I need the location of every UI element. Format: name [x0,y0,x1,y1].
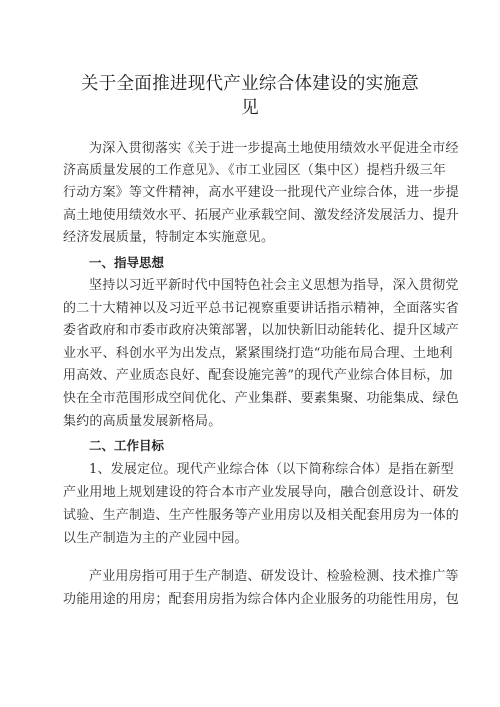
intro-line: 经济发展质量，特制定本实施意见。 [63,230,275,245]
section2-line: 1、发展定位。现代产业综合体（以下简称综合体）是指在新型 [89,462,454,477]
intro-line: 高土地使用绩效水平、拓展产业承载空间、激发经济发展活力、提升 [63,208,460,223]
section2-line: 功能用途的用房；配套用房指为综合体内企业服务的功能性用房，包 [63,592,460,607]
section1-line: 业水平、科创水平为出发点，紧紧围绕打造“功能布局合理、土地利 [63,346,453,361]
section2-line: 以生产制造为主的产业园中园。 [63,531,248,546]
title-line-2: 见 [241,98,259,118]
section2-line: 产业用房指可用于生产制造、研发设计、检验检测、技术推广等 [89,569,459,584]
section2-line: 试验、生产制造、生产性服务等产业用房以及相关配套用房为一体的 [63,508,460,523]
section1-line: 集约的高质量发展新格局。 [63,414,222,429]
section1-line: 快在全市范围形成空间优化、产业集群、要素集聚、功能集成、绿色 [63,391,460,406]
section-heading-work-goals: 二、工作目标 [89,438,165,453]
section2-line: 产业用地上规划建设的符合本市产业发展导向，融合创意设计、研发 [63,485,460,500]
intro-line: 为深入贯彻落实《关于进一步提高土地使用绩效水平促进全市经 [89,141,459,156]
intro-line: 济高质量发展的工作意见》、《市工业园区（集中区）提档升级三年 [63,163,447,178]
intro-line: 行动方案》等文件精神，高水平建设一批现代产业综合体，进一步提 [63,185,460,200]
section-heading-guiding-ideology: 一、指导思想 [89,255,165,270]
section1-line: 坚持以习近平新时代中国特色社会主义思想为指导，深入贯彻党 [89,278,459,293]
section1-line: 委省政府和市委市政府决策部署，以加快新旧动能转化、提升区域产 [63,323,460,338]
section1-line: 用高效、产业质态良好、配套设施完善”的现代产业综合体目标，加 [63,368,453,383]
document-title [58,72,442,120]
title-line-1: 关于全面推进现代产业综合体建设的实施意 [80,74,420,94]
section1-line: 的二十大精神以及习近平总书记视察重要讲话指示精神，全面落实省 [63,301,460,316]
